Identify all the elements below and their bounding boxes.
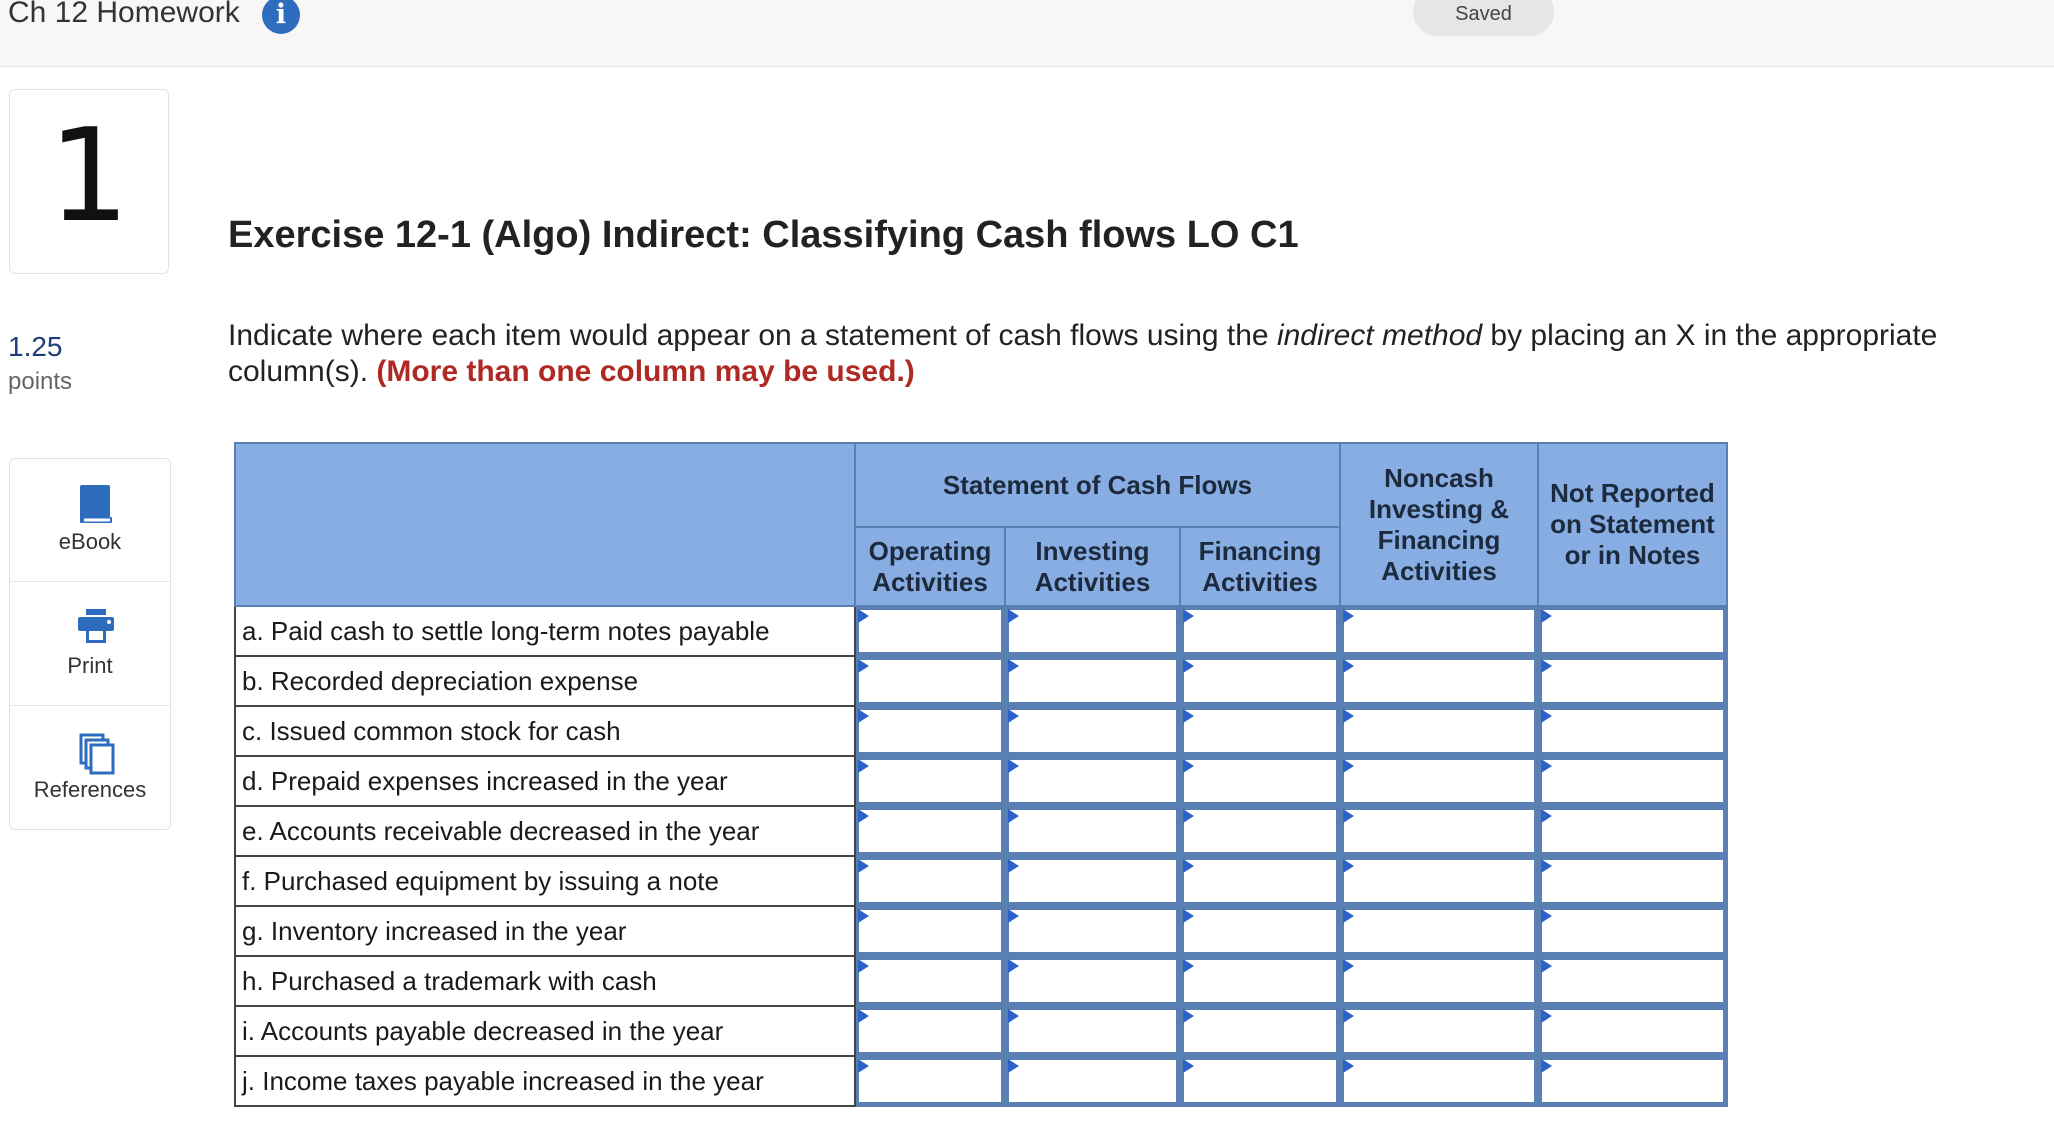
not-reported-input[interactable]: [1542, 1010, 1723, 1052]
not-reported-cell: [1538, 706, 1727, 756]
table-row: [235, 1056, 1727, 1106]
investing-input[interactable]: [1009, 810, 1176, 852]
dropdown-marker-icon: [1541, 859, 1552, 873]
investing-cell: [1005, 856, 1180, 906]
row-label: c. Issued common stock for cash: [235, 706, 855, 756]
financing-header: Financing Activities: [1180, 527, 1340, 606]
noncash-header: Noncash Investing & Financing Activities: [1340, 443, 1538, 606]
not-reported-input[interactable]: [1542, 710, 1723, 752]
investing-input[interactable]: [1009, 960, 1176, 1002]
dropdown-marker-icon: [1541, 909, 1552, 923]
operating-input[interactable]: [859, 660, 1001, 702]
dropdown-marker-icon: [1183, 1059, 1194, 1073]
investing-input[interactable]: [1009, 760, 1176, 802]
operating-input[interactable]: [859, 610, 1001, 652]
dropdown-marker-icon: [1008, 909, 1019, 923]
dropdown-marker-icon: [1541, 1059, 1552, 1073]
financing-input[interactable]: [1184, 960, 1336, 1002]
investing-input[interactable]: [1009, 610, 1176, 652]
info-icon[interactable]: i: [262, 0, 300, 34]
not-reported-cell: [1538, 656, 1727, 706]
dropdown-marker-icon: [1008, 1059, 1019, 1073]
points-value: 1.25: [8, 331, 63, 362]
blank-header-cell: [235, 443, 855, 606]
noncash-cell: [1340, 1056, 1538, 1106]
operating-cell: [855, 856, 1005, 906]
operating-cell: [855, 1006, 1005, 1056]
dropdown-marker-icon: [858, 709, 869, 723]
operating-cell: [855, 756, 1005, 806]
tools-panel: [9, 458, 171, 830]
table-row: [235, 956, 1727, 1006]
not-reported-input[interactable]: [1542, 810, 1723, 852]
instructions-emphasis: indirect method: [1276, 319, 1483, 352]
not-reported-input[interactable]: [1542, 1060, 1723, 1102]
book-icon: [76, 483, 116, 527]
classification-table: [234, 442, 1728, 1107]
operating-input[interactable]: [859, 860, 1001, 902]
not-reported-cell: [1538, 806, 1727, 856]
documents-icon: [76, 731, 116, 775]
operating-cell: [855, 806, 1005, 856]
financing-cell: [1180, 906, 1340, 956]
financing-cell: [1180, 1056, 1340, 1106]
dropdown-marker-icon: [1008, 659, 1019, 673]
not-reported-cell: [1538, 956, 1727, 1006]
dropdown-marker-icon: [1343, 1059, 1354, 1073]
dropdown-marker-icon: [1541, 759, 1552, 773]
dropdown-marker-icon: [1008, 809, 1019, 823]
dropdown-marker-icon: [1343, 659, 1354, 673]
not-reported-cell: [1538, 906, 1727, 956]
dropdown-marker-icon: [1541, 659, 1552, 673]
investing-input[interactable]: [1009, 860, 1176, 902]
row-label: j. Income taxes payable increased in the year: [235, 1056, 855, 1106]
not-reported-input[interactable]: [1542, 860, 1723, 902]
table-row: [235, 706, 1727, 756]
instructions-part2: by placing an X in the appropriate column(s).: [228, 319, 1938, 388]
dropdown-marker-icon: [1541, 809, 1552, 823]
dropdown-marker-icon: [1541, 709, 1552, 723]
row-label: f. Purchased equipment by issuing a note: [235, 856, 855, 906]
dropdown-marker-icon: [1343, 759, 1354, 773]
row-label: h. Purchased a trademark with cash: [235, 956, 855, 1006]
print-button[interactable]: [10, 583, 170, 706]
dropdown-marker-icon: [858, 659, 869, 673]
noncash-cell: [1340, 606, 1538, 656]
dropdown-marker-icon: [858, 809, 869, 823]
investing-cell: [1005, 956, 1180, 1006]
dropdown-marker-icon: [1343, 959, 1354, 973]
dropdown-marker-icon: [1183, 809, 1194, 823]
financing-input[interactable]: [1184, 860, 1336, 902]
dropdown-marker-icon: [1541, 1009, 1552, 1023]
not-reported-cell: [1538, 606, 1727, 656]
row-label: b. Recorded depreciation expense: [235, 656, 855, 706]
question-number: 1: [48, 102, 130, 251]
instructions: [228, 318, 2048, 390]
noncash-input[interactable]: [1344, 910, 1534, 952]
dropdown-marker-icon: [1343, 609, 1354, 623]
dropdown-marker-icon: [1008, 609, 1019, 623]
dropdown-marker-icon: [1008, 1009, 1019, 1023]
ebook-label: eBook: [58, 529, 122, 554]
dropdown-marker-icon: [1183, 859, 1194, 873]
financing-input[interactable]: [1184, 610, 1336, 652]
dropdown-marker-icon: [1183, 709, 1194, 723]
dropdown-marker-icon: [1541, 609, 1552, 623]
not-reported-input[interactable]: [1542, 910, 1723, 952]
noncash-input[interactable]: [1344, 1060, 1534, 1102]
top-bar: [0, 0, 2054, 67]
not-reported-cell: [1538, 1006, 1727, 1056]
noncash-input[interactable]: [1344, 760, 1534, 802]
operating-input[interactable]: [859, 760, 1001, 802]
investing-cell: [1005, 706, 1180, 756]
ebook-button[interactable]: [10, 459, 170, 582]
print-label: Print: [67, 653, 113, 678]
statement-of-cash-flows-header: Statement of Cash Flows: [855, 443, 1340, 527]
noncash-input[interactable]: [1344, 960, 1534, 1002]
dropdown-marker-icon: [858, 959, 869, 973]
noncash-cell: [1340, 1006, 1538, 1056]
dropdown-marker-icon: [858, 909, 869, 923]
financing-input[interactable]: [1184, 710, 1336, 752]
financing-cell: [1180, 756, 1340, 806]
not-reported-input[interactable]: [1542, 960, 1723, 1002]
investing-input[interactable]: [1009, 660, 1176, 702]
instructions-part1: Indicate where each item would appear on a statement of cash flows using the: [228, 319, 1277, 352]
dropdown-marker-icon: [858, 609, 869, 623]
investing-input[interactable]: [1009, 710, 1176, 752]
operating-input[interactable]: [859, 1010, 1001, 1052]
references-label: References: [33, 777, 147, 802]
table-row: [235, 806, 1727, 856]
investing-cell: [1005, 1006, 1180, 1056]
noncash-input[interactable]: [1344, 610, 1534, 652]
noncash-input[interactable]: [1344, 660, 1534, 702]
dropdown-marker-icon: [1008, 709, 1019, 723]
not-reported-input[interactable]: [1542, 760, 1723, 802]
financing-cell: [1180, 706, 1340, 756]
dropdown-marker-icon: [1183, 759, 1194, 773]
operating-input[interactable]: [859, 810, 1001, 852]
table-row: [235, 756, 1727, 806]
instructions-note: (More than one column may be used.): [376, 355, 915, 388]
operating-input[interactable]: [859, 910, 1001, 952]
points-label: points: [8, 368, 73, 395]
not-reported-cell: [1538, 756, 1727, 806]
financing-input[interactable]: [1184, 810, 1336, 852]
printer-icon: [76, 607, 116, 651]
financing-cell: [1180, 806, 1340, 856]
not-reported-input[interactable]: [1542, 610, 1723, 652]
dropdown-marker-icon: [1008, 959, 1019, 973]
dropdown-marker-icon: [858, 859, 869, 873]
noncash-input[interactable]: [1344, 810, 1534, 852]
dropdown-marker-icon: [1008, 759, 1019, 773]
row-label: e. Accounts receivable decreased in the year: [235, 806, 855, 856]
financing-cell: [1180, 856, 1340, 906]
exercise-title: Exercise 12-1 (Algo) Indirect: Classifying Cash flows LO C1: [228, 214, 1299, 256]
operating-input[interactable]: [859, 1060, 1001, 1102]
not-reported-input[interactable]: [1542, 660, 1723, 702]
dropdown-marker-icon: [1183, 659, 1194, 673]
table-row: [235, 856, 1727, 906]
operating-input[interactable]: [859, 710, 1001, 752]
operating-cell: [855, 906, 1005, 956]
operating-cell: [855, 956, 1005, 1006]
investing-input[interactable]: [1009, 1060, 1176, 1102]
operating-cell: [855, 606, 1005, 656]
investing-input[interactable]: [1009, 910, 1176, 952]
saved-status-badge: Saved: [1413, 0, 1554, 36]
investing-cell: [1005, 806, 1180, 856]
noncash-input[interactable]: [1344, 710, 1534, 752]
financing-cell: [1180, 1006, 1340, 1056]
row-label: a. Paid cash to settle long-term notes payable: [235, 606, 855, 656]
dropdown-marker-icon: [1343, 809, 1354, 823]
investing-input[interactable]: [1009, 1010, 1176, 1052]
dropdown-marker-icon: [1183, 959, 1194, 973]
question-number-card: [9, 89, 169, 274]
noncash-cell: [1340, 906, 1538, 956]
assignment-title: Ch 12 Homework: [8, 0, 240, 29]
table-row: [235, 1006, 1727, 1056]
dropdown-marker-icon: [858, 1009, 869, 1023]
not-reported-header: Not Reported on Statement or in Notes: [1538, 443, 1727, 606]
references-button[interactable]: [10, 707, 170, 830]
investing-cell: [1005, 1056, 1180, 1106]
operating-input[interactable]: [859, 960, 1001, 1002]
operating-cell: [855, 656, 1005, 706]
investing-header: Investing Activities: [1005, 527, 1180, 606]
noncash-cell: [1340, 806, 1538, 856]
noncash-cell: [1340, 706, 1538, 756]
dropdown-marker-icon: [1008, 859, 1019, 873]
noncash-input[interactable]: [1344, 1010, 1534, 1052]
noncash-cell: [1340, 956, 1538, 1006]
dropdown-marker-icon: [858, 759, 869, 773]
investing-cell: [1005, 606, 1180, 656]
financing-input[interactable]: [1184, 660, 1336, 702]
investing-cell: [1005, 756, 1180, 806]
dropdown-marker-icon: [1343, 1009, 1354, 1023]
not-reported-cell: [1538, 856, 1727, 906]
operating-cell: [855, 1056, 1005, 1106]
dropdown-marker-icon: [858, 1059, 869, 1073]
dropdown-marker-icon: [1183, 609, 1194, 623]
dropdown-marker-icon: [1541, 959, 1552, 973]
financing-input[interactable]: [1184, 1060, 1336, 1102]
financing-input[interactable]: [1184, 1010, 1336, 1052]
financing-cell: [1180, 956, 1340, 1006]
noncash-cell: [1340, 856, 1538, 906]
dropdown-marker-icon: [1183, 909, 1194, 923]
noncash-cell: [1340, 656, 1538, 706]
table-row: [235, 906, 1727, 956]
financing-input[interactable]: [1184, 910, 1336, 952]
row-label: g. Inventory increased in the year: [235, 906, 855, 956]
dropdown-marker-icon: [1183, 1009, 1194, 1023]
noncash-cell: [1340, 756, 1538, 806]
financing-input[interactable]: [1184, 760, 1336, 802]
financing-cell: [1180, 606, 1340, 656]
dropdown-marker-icon: [1343, 709, 1354, 723]
operating-cell: [855, 706, 1005, 756]
dropdown-marker-icon: [1343, 859, 1354, 873]
dropdown-marker-icon: [1343, 909, 1354, 923]
investing-cell: [1005, 656, 1180, 706]
noncash-input[interactable]: [1344, 860, 1534, 902]
investing-cell: [1005, 906, 1180, 956]
table-row: [235, 606, 1727, 656]
financing-cell: [1180, 656, 1340, 706]
row-label: d. Prepaid expenses increased in the year: [235, 756, 855, 806]
row-label: i. Accounts payable decreased in the year: [235, 1006, 855, 1056]
operating-header: Operating Activities: [855, 527, 1005, 606]
not-reported-cell: [1538, 1056, 1727, 1106]
table-row: [235, 656, 1727, 706]
